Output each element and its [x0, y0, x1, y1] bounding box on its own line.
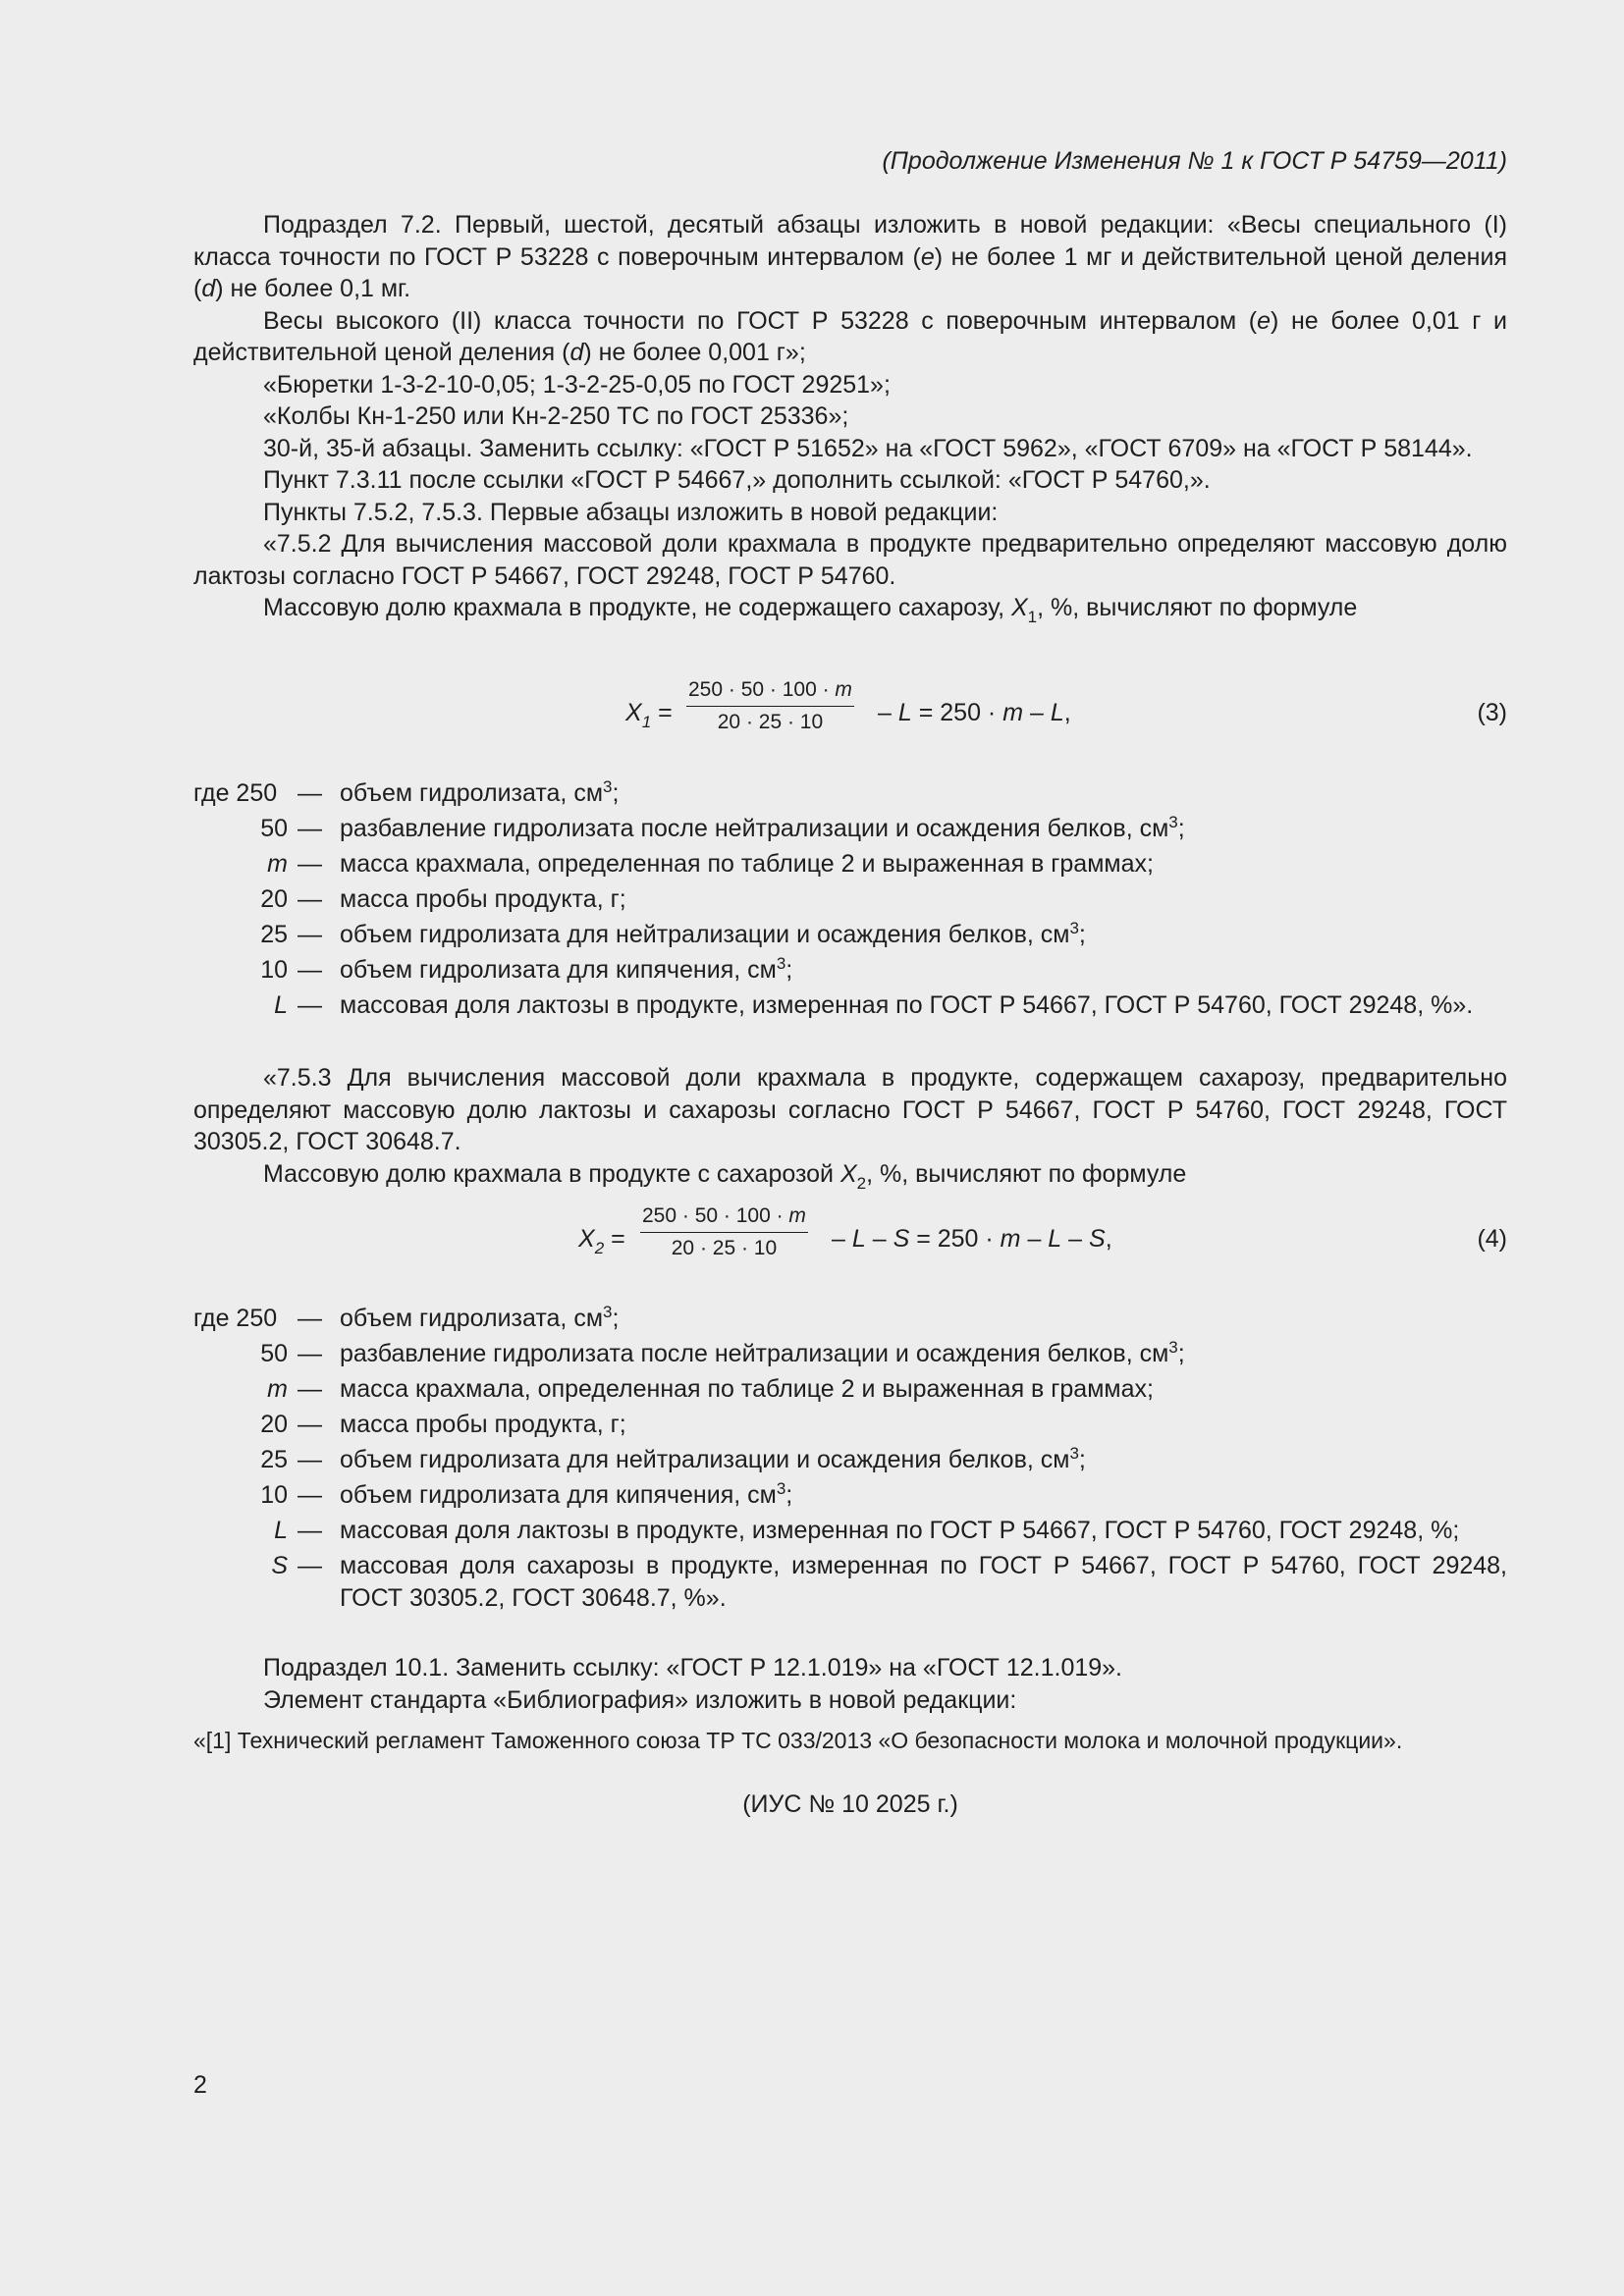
bibliography-entry: «[1] Технический регламент Таможенного союза ТР ТС 033/2013 «О безопасности молока и молочной продукции».	[193, 1728, 1403, 1753]
fraction-numerator: 250 · 50 · 100 · m	[686, 677, 854, 707]
legend-text: массовая доля сахарозы в продукте, измеренная по ГОСТ Р 54667, ГОСТ Р 54760, ГОСТ 29248, ГОСТ 30305.2, ГОСТ 30648.7, %».	[340, 1552, 1507, 1612]
paragraph: «7.5.3 Для вычисления массовой доли крахмала в продукте, содержащем сахарозу, предварительно определяют массовую долю лактозы и сахарозы согласно ГОСТ Р 54667, ГОСТ Р 54760, ГОСТ 29248, ГОСТ 30305.2, ГОСТ 30648.7.	[193, 1064, 1507, 1155]
legend-row	[193, 919, 1507, 954]
legend-row	[193, 1409, 1507, 1444]
legend-symbol: где 250	[193, 779, 278, 807]
legend-symbol: 50	[260, 1340, 288, 1367]
legend-row	[193, 1515, 1507, 1550]
formula-lhs: $X_2$ =	[578, 1225, 625, 1257]
formula-intro: Массовую долю крахмала в продукте с сахарозой $X_2$, %, вычисляют по формуле	[263, 1159, 1187, 1193]
legend-row	[193, 1373, 1507, 1409]
legend-symbol: 10	[260, 1481, 288, 1509]
legend-dash: —	[298, 779, 322, 807]
legend-symbol: где 250	[193, 1305, 278, 1332]
legend-symbol: L	[274, 1517, 288, 1544]
legend-dash: —	[298, 991, 322, 1019]
formula-4	[193, 1203, 1507, 1272]
legend-dash: —	[298, 1305, 322, 1332]
ius-reference: (ИУС № 10 2025 г.)	[742, 1790, 958, 1818]
formula-3-legend	[193, 777, 1507, 1025]
legend-row	[193, 1550, 1507, 1614]
legend-text: объем гидролизата для кипячения, $см^3$;	[340, 954, 793, 984]
legend-text: массовая доля лактозы в продукте, измеренная по ГОСТ Р 54667, ГОСТ Р 54760, ГОСТ 29248, %».	[340, 991, 1474, 1019]
closing-section	[193, 1652, 1507, 1716]
fraction-numerator: 250 · 50 · 100 · m	[640, 1203, 808, 1233]
fraction-denominator: 20 · 25 · 10	[671, 1237, 778, 1259]
legend-dash: —	[298, 850, 322, 878]
legend-text: объем гидролизата, $см^3$;	[340, 777, 620, 807]
legend-text: объем гидролизата для кипячения, $см^3$;	[340, 1479, 793, 1509]
legend-text: разбавление гидролизата после нейтрализации и осаждения белков, $см^3$;	[340, 813, 1185, 842]
legend-symbol: 50	[260, 815, 288, 842]
paragraph: Пункты 7.5.2, 7.5.3. Первые абзацы изложить в новой редакции:	[263, 498, 999, 526]
legend-row	[193, 954, 1507, 989]
legend-text: масса пробы продукта, г;	[340, 885, 626, 913]
legend-row	[193, 883, 1507, 919]
legend-text: объем гидролизата для нейтрализации и осаждения белков, $см^3$;	[340, 1444, 1086, 1473]
paragraph: «Бюретки 1-3-2-10-0,05; 1-3-2-25-0,05 по ГОСТ 29251»;	[263, 370, 891, 399]
formula-3	[193, 677, 1507, 746]
paragraph: 30-й, 35-й абзацы. Заменить ссылку: «ГОСТ Р 51652» на «ГОСТ 5962», «ГОСТ 6709» на «ГОСТ Р 58144».	[263, 434, 1473, 462]
fraction-denominator: 20 · 25 · 10	[717, 711, 824, 733]
legend-dash: —	[298, 815, 322, 842]
legend-text: масса крахмала, определенная по таблице 2 и выраженная в граммах;	[340, 1375, 1154, 1403]
legend-dash: —	[298, 1481, 322, 1509]
legend-symbol: L	[274, 991, 288, 1019]
legend-dash: —	[298, 1446, 322, 1473]
legend-dash: —	[298, 921, 322, 948]
paragraph: «7.5.2 Для вычисления массовой доли крахмала в продукте предварительно определяют массовую долю лактозы согласно ГОСТ Р 54667, ГОСТ 29248, ГОСТ Р 54760.	[193, 530, 1507, 590]
legend-symbol: 20	[260, 885, 288, 913]
legend-dash: —	[298, 1517, 322, 1544]
legend-symbol: 25	[260, 1446, 288, 1473]
paragraph: «Колбы Кн-1-250 или Кн-2-250 ТС по ГОСТ 25336»;	[263, 402, 849, 430]
paragraph: Подраздел 10.1. Заменить ссылку: «ГОСТ Р 12.1.019» на «ГОСТ 12.1.019».	[263, 1654, 1122, 1682]
legend-row	[193, 777, 1507, 813]
legend-text: разбавление гидролизата после нейтрализации и осаждения белков, $см^3$;	[340, 1338, 1185, 1367]
legend-row	[193, 1444, 1507, 1479]
section-753	[193, 1062, 1507, 1193]
legend-text: массовая доля лактозы в продукте, измеренная по ГОСТ Р 54667, ГОСТ Р 54760, ГОСТ 29248, %;	[340, 1517, 1460, 1544]
legend-text: объем гидролизата для нейтрализации и осаждения белков, $см^3$;	[340, 919, 1086, 948]
formula-fraction	[640, 1203, 808, 1261]
running-header: (Продолжение Изменения № 1 к ГОСТ Р 54759—2011)	[882, 147, 1507, 175]
formula-4-legend	[193, 1303, 1507, 1614]
legend-dash: —	[298, 1340, 322, 1367]
legend-symbol: S	[271, 1552, 288, 1579]
legend-dash: —	[298, 1552, 322, 1579]
legend-dash: —	[298, 1375, 322, 1403]
equation-number: (3)	[1477, 699, 1507, 726]
legend-text: объем гидролизата, $см^3$;	[340, 1303, 620, 1332]
legend-dash: —	[298, 1411, 322, 1438]
paragraph: Весы высокого (II) класса точности по ГОСТ Р 53228 с поверочным интервалом (e) не более 0,01 г и действительной ценой деления (d) не более 0,001 г»;	[193, 306, 1507, 366]
legend-text: масса пробы продукта, г;	[340, 1411, 626, 1438]
legend-row	[193, 989, 1507, 1025]
page-number: 2	[193, 2071, 207, 2099]
legend-symbol: 20	[260, 1411, 288, 1438]
legend-dash: —	[298, 885, 322, 913]
legend-dash: —	[298, 956, 322, 984]
legend-symbol: 10	[260, 956, 288, 984]
formula-fraction	[686, 677, 854, 735]
paragraph: Пункт 7.3.11 после ссылки «ГОСТ Р 54667,» дополнить ссылкой: «ГОСТ Р 54760,».	[263, 466, 1211, 494]
legend-text: масса крахмала, определенная по таблице 2 и выраженная в граммах;	[340, 850, 1154, 878]
legend-row	[193, 848, 1507, 883]
legend-symbol: m	[267, 850, 288, 878]
formula-rhs: – L = 250 · m – L,	[878, 699, 1071, 726]
legend-row	[193, 1303, 1507, 1338]
formula-intro: Массовую долю крахмала в продукте, не содержащего сахарозу, $X_1$, %, вычисляют по формуле	[263, 594, 1358, 626]
equation-number: (4)	[1477, 1225, 1507, 1253]
paragraph: Элемент стандарта «Библиография» изложить в новой редакции:	[263, 1685, 1017, 1714]
formula-rhs: – L – S = 250 · m – L – S,	[832, 1225, 1112, 1253]
paragraph: Подраздел 7.2. Первый, шестой, десятый абзацы изложить в новой редакции: «Весы специального (I) класса точности по ГОСТ Р 53228 с поверочным интервалом (e) не более 1 мг и действительной ценой деления (d) не более 0,1 мг.	[193, 211, 1507, 302]
formula-lhs: $X_1$ =	[625, 699, 673, 731]
legend-symbol: 25	[260, 921, 288, 948]
legend-row	[193, 1479, 1507, 1515]
legend-row	[193, 813, 1507, 848]
legend-row	[193, 1338, 1507, 1373]
intro-section	[193, 209, 1507, 624]
legend-symbol: m	[267, 1375, 288, 1403]
